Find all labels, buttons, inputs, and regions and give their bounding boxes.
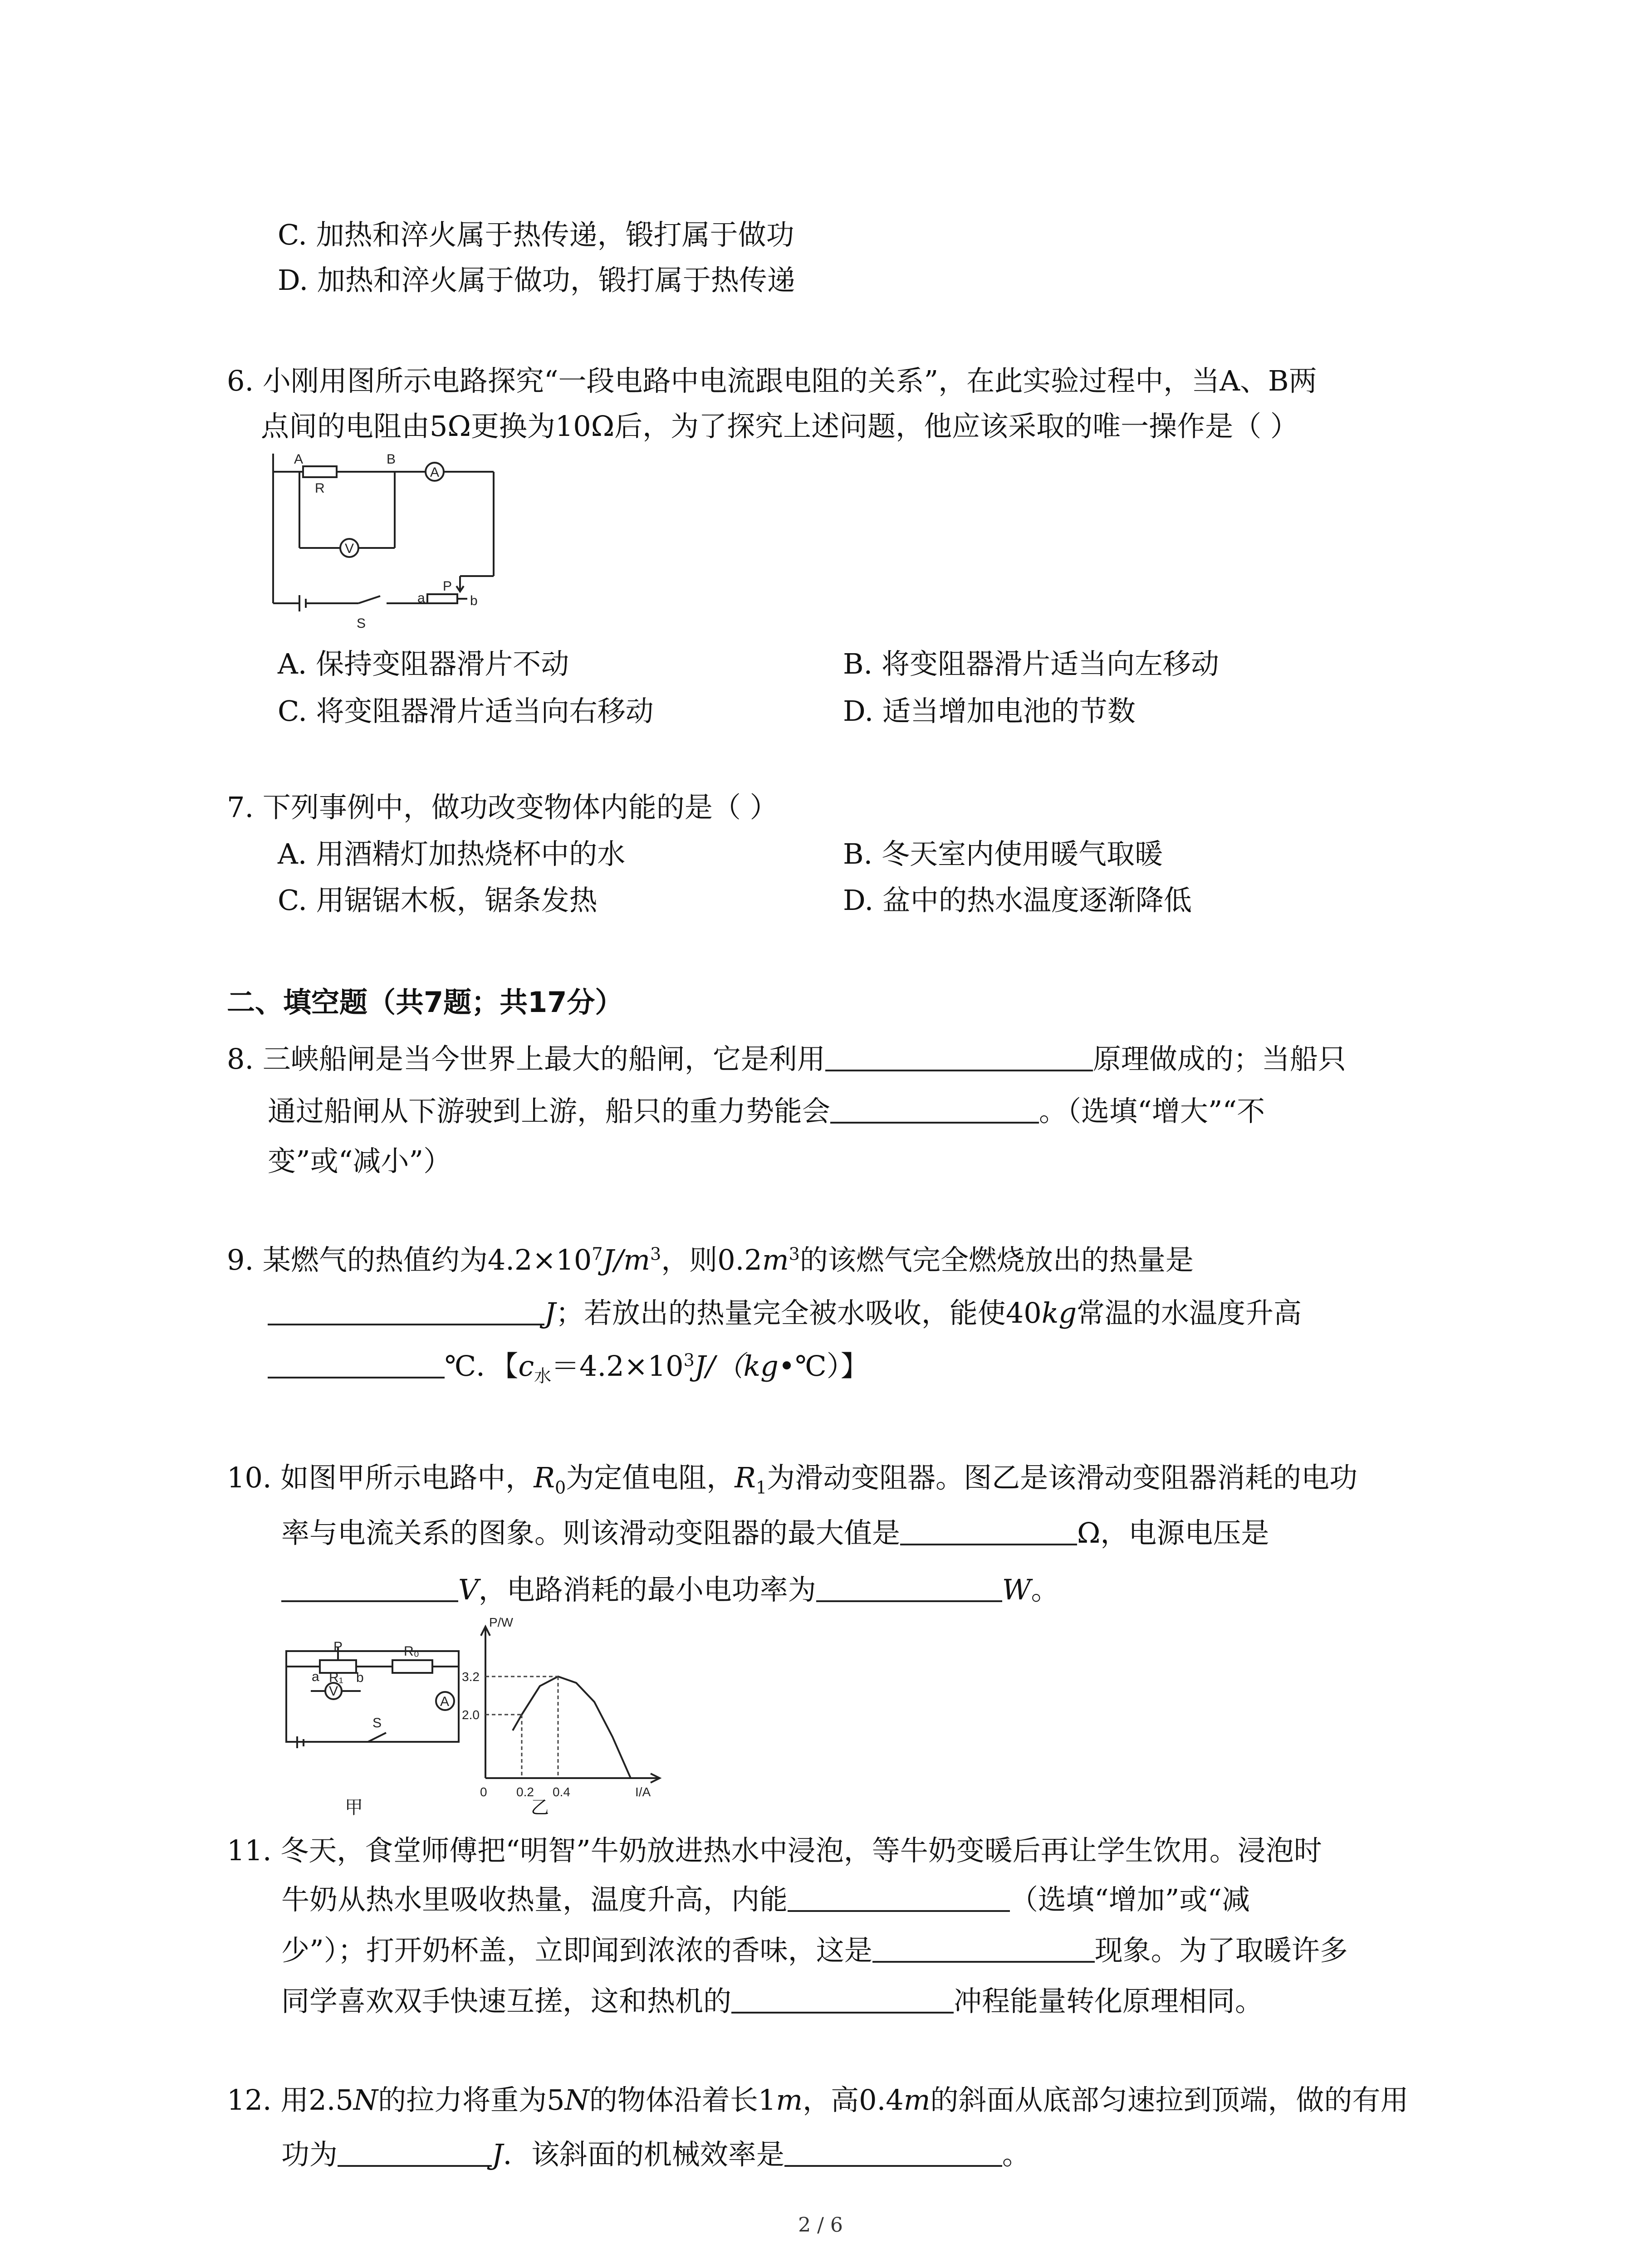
q11-line2 — [281, 1882, 1250, 1918]
q10-text-3b: 。 — [1031, 1573, 1059, 1606]
q9-text-2a: ；若放出的热量完全被水吸收，能使40 — [555, 1296, 1042, 1330]
q11-text-4a: 同学喜欢双手快速互搓，这和热机的 — [281, 1984, 732, 2018]
q10-text-1b: 为定值电阻， — [566, 1461, 735, 1494]
q6-label-p: P — [443, 579, 452, 594]
q6-option-b: B. 将变阻器滑片适当向左移动 — [843, 647, 1219, 680]
q5-option-c: C. 加热和淬火属于热传递，锻打属于做功 — [278, 218, 794, 251]
q12-text-1c: 的物体沿着长1 — [589, 2083, 776, 2116]
q9-line2 — [268, 1295, 1302, 1331]
q12-unit-m2: m — [903, 2083, 931, 2116]
q8-line2 — [268, 1093, 1265, 1129]
q10-circuit-label-r0: R₀ — [404, 1644, 420, 1659]
q12-text-1a: 12. 用2.5 — [227, 2083, 353, 2116]
q8-line3: 变”或“减小”） — [268, 1144, 452, 1178]
q8-blank-2[interactable] — [830, 1096, 1039, 1124]
q10-unit-v: V — [458, 1573, 479, 1606]
q6-option-a: A. 保持变阻器滑片不动 — [278, 647, 569, 680]
q10-switch-label: S — [372, 1716, 382, 1730]
q10-text-2b: Ω，电源电压是 — [1077, 1516, 1269, 1549]
q9-text-3f: •℃）】 — [778, 1349, 869, 1383]
q12-unit-j: J — [492, 2138, 503, 2171]
q10-circuit-label-a: a — [312, 1669, 319, 1684]
q10-symbol-r1: R — [735, 1461, 756, 1494]
q7-option-c: C. 用锯锯木板，锯条发热 — [278, 884, 598, 917]
q11-text-2a: 牛奶从热水里吸收热量，温度升高，内能 — [281, 1883, 788, 1916]
chart-x-tick-label: 0 — [480, 1785, 487, 1799]
chart-y-label: P/W — [489, 1615, 513, 1629]
q10-circuit-label-b: b — [356, 1670, 364, 1685]
q11-blank-2[interactable] — [872, 1936, 1095, 1963]
q9-text-1b: ，则0.2 — [661, 1243, 762, 1276]
q12-text-2a: 功为 — [281, 2138, 338, 2171]
q12-blank-2[interactable] — [784, 2140, 1002, 2167]
q10-text-1a: 10. 如图甲所示电路中， — [227, 1461, 534, 1494]
q12-line2 — [281, 2136, 1030, 2173]
q10-blank-2[interactable] — [281, 1575, 458, 1602]
q9-text-3b: ＝4.2×10 — [551, 1349, 684, 1383]
q9-text-1c: 的该燃气完全燃烧放出的热量是 — [799, 1243, 1194, 1276]
q10-sub-r1: 1 — [755, 1477, 767, 1498]
q6-label-s: S — [357, 616, 366, 631]
q12-unit-m1: m — [776, 2083, 803, 2116]
q10-text-2a: 率与电流关系的图象。则该滑动变阻器的最大值是 — [281, 1516, 901, 1549]
q11-line4 — [281, 1983, 1263, 2019]
q9-unit-m-exp: 3 — [789, 1244, 800, 1264]
q12-text-2c: 。 — [1002, 2138, 1030, 2171]
q11-line3 — [281, 1932, 1348, 1969]
page-number: 2 / 6 — [798, 2214, 843, 2237]
q9-exp-3: 3 — [683, 1350, 695, 1370]
q9-unit-exp-1: 3 — [650, 1244, 661, 1264]
q12-blank-1[interactable] — [338, 2140, 492, 2167]
section-heading: 二、填空题（共7题；共17分） — [227, 986, 623, 1019]
q5-option-d: D. 加热和淬火属于做功，锻打属于热传递 — [278, 264, 795, 297]
q6-label-a: A — [294, 454, 304, 467]
q10-line2 — [281, 1515, 1269, 1551]
q9-sub-water: 水 — [534, 1366, 552, 1386]
q10-circuit-label-p: P — [333, 1639, 343, 1654]
q9-line3 — [268, 1348, 869, 1384]
q9-symbol-c: c — [518, 1349, 534, 1383]
q6-stem-line2: 点间的电阻由5Ω更换为10Ω后，为了探究上述问题，他应该采取的唯一操作是（ ） — [261, 410, 1298, 443]
q6-ammeter-label: A — [430, 465, 440, 480]
q9-unit-3d: J/（ — [694, 1349, 744, 1383]
q10-blank-1[interactable] — [900, 1518, 1077, 1545]
q10-sub-r0: 0 — [555, 1477, 566, 1498]
q8-text-2b: 。（选填“增大”“不 — [1039, 1095, 1265, 1128]
q6-label-b-end: b — [470, 593, 478, 608]
q6-label-a-end: a — [417, 591, 425, 606]
q9-line1 — [227, 1242, 1194, 1278]
q10-text-1c: 为滑动变阻器。图乙是该滑动变阻器消耗的电功 — [767, 1461, 1358, 1494]
chart-x-tick-label: 0.4 — [553, 1785, 570, 1799]
q6-label-b: B — [387, 454, 396, 467]
q9-unit-j: J — [544, 1296, 556, 1330]
q12-unit-n1: N — [353, 2083, 378, 2116]
q7-option-a: A. 用酒精灯加热烧杯中的水 — [278, 837, 626, 870]
q6-stem-line1: 6. 小刚用图所示电路探究“一段电路中电流跟电阻的关系”，在此实验过程中，当A、B两 — [227, 364, 1317, 397]
q11-blank-1[interactable] — [788, 1885, 1010, 1912]
q8-text-2a: 通过船闸从下游驶到上游，船只的重力势能会 — [268, 1095, 831, 1128]
q10-circuit-label-r1: R₁ — [329, 1670, 343, 1685]
q10-line1 — [227, 1460, 1357, 1496]
q8-blank-1[interactable] — [825, 1044, 1093, 1071]
q6-circuit-diagram — [268, 454, 504, 644]
q9-exp-1: 7 — [592, 1244, 603, 1264]
chart-x-label: I/A — [635, 1785, 651, 1799]
q10-ammeter-label: A — [440, 1694, 450, 1709]
q9-blank-2[interactable] — [268, 1351, 445, 1378]
q12-text-1d: ，高0.4 — [803, 2083, 904, 2116]
q12-text-2b: ．该斜面的机械效率是 — [503, 2138, 784, 2171]
chart-y-tick-label: 3.2 — [462, 1670, 480, 1684]
q6-label-r: R — [315, 481, 325, 496]
q7-stem: 7. 下列事例中，做功改变物体内能的是（ ） — [227, 791, 778, 824]
q8-text-1b: 原理做成的；当船只 — [1092, 1042, 1346, 1075]
q9-text-3a: ℃．【 — [445, 1349, 519, 1383]
q10-line3 — [281, 1572, 1059, 1608]
q7-option-d: D. 盆中的热水温度逐渐降低 — [843, 884, 1192, 917]
chart-series-line — [513, 1677, 631, 1778]
q10-power-current-chart — [458, 1615, 671, 1805]
q10-voltmeter-label: V — [329, 1684, 338, 1699]
q10-text-3a: ，电路消耗的最小电功率为 — [478, 1573, 816, 1606]
q8-line1 — [227, 1041, 1346, 1077]
q9-unit-kg: kg — [1041, 1296, 1077, 1330]
q9-text-1a: 9. 某燃气的热值约为4.2×10 — [227, 1243, 592, 1276]
q10-symbol-r0: R — [534, 1461, 555, 1494]
q11-blank-3[interactable] — [731, 1986, 954, 2014]
q10-circuit-diagram — [284, 1637, 474, 1787]
q12-unit-n2: N — [564, 2083, 589, 2116]
q11-text-3a: 少”）；打开奶杯盖，立即闻到浓浓的香味，这是 — [281, 1934, 872, 1967]
chart-x-tick-label: 0.2 — [516, 1785, 534, 1799]
q11-text-4b: 冲程能量转化原理相同。 — [954, 1984, 1264, 2018]
q9-text-2b: 常温的水温度升高 — [1077, 1296, 1302, 1330]
q6-voltmeter-label: V — [345, 541, 354, 556]
q7-option-b: B. 冬天室内使用暖气取暖 — [843, 837, 1163, 870]
q9-unit-m: m — [762, 1243, 789, 1276]
q10-fig-jia-caption: 甲 — [345, 1797, 363, 1818]
q11-line1: 11. 冬天，食堂师傅把“明智”牛奶放进热水中浸泡，等牛奶变暖后再让学生饮用。浸泡时 — [227, 1834, 1322, 1867]
q8-text-1a: 8. 三峡船闸是当今世界上最大的船闸，它是利用 — [227, 1042, 825, 1075]
q12-text-1b: 的拉力将重为5 — [378, 2083, 565, 2116]
q12-line1 — [227, 2082, 1409, 2118]
q10-fig-yi-caption: 乙 — [531, 1797, 549, 1818]
chart-y-tick-label: 2.0 — [462, 1708, 480, 1722]
q9-unit-1: J/m — [603, 1243, 651, 1276]
q9-unit-3e: kg — [743, 1349, 779, 1383]
q12-text-1e: 的斜面从底部匀速拉到顶端，做的有用 — [930, 2083, 1409, 2116]
q10-unit-w: W — [1002, 1573, 1031, 1606]
q11-text-2b: （选填“增加”或“减 — [1010, 1883, 1250, 1916]
q9-blank-1[interactable] — [268, 1298, 544, 1325]
q10-blank-3[interactable] — [816, 1575, 1002, 1602]
q6-option-d: D. 适当增加电池的节数 — [843, 694, 1136, 728]
q6-option-c: C. 将变阻器滑片适当向右移动 — [278, 694, 654, 728]
q11-text-3b: 现象。为了取暖许多 — [1094, 1934, 1348, 1967]
